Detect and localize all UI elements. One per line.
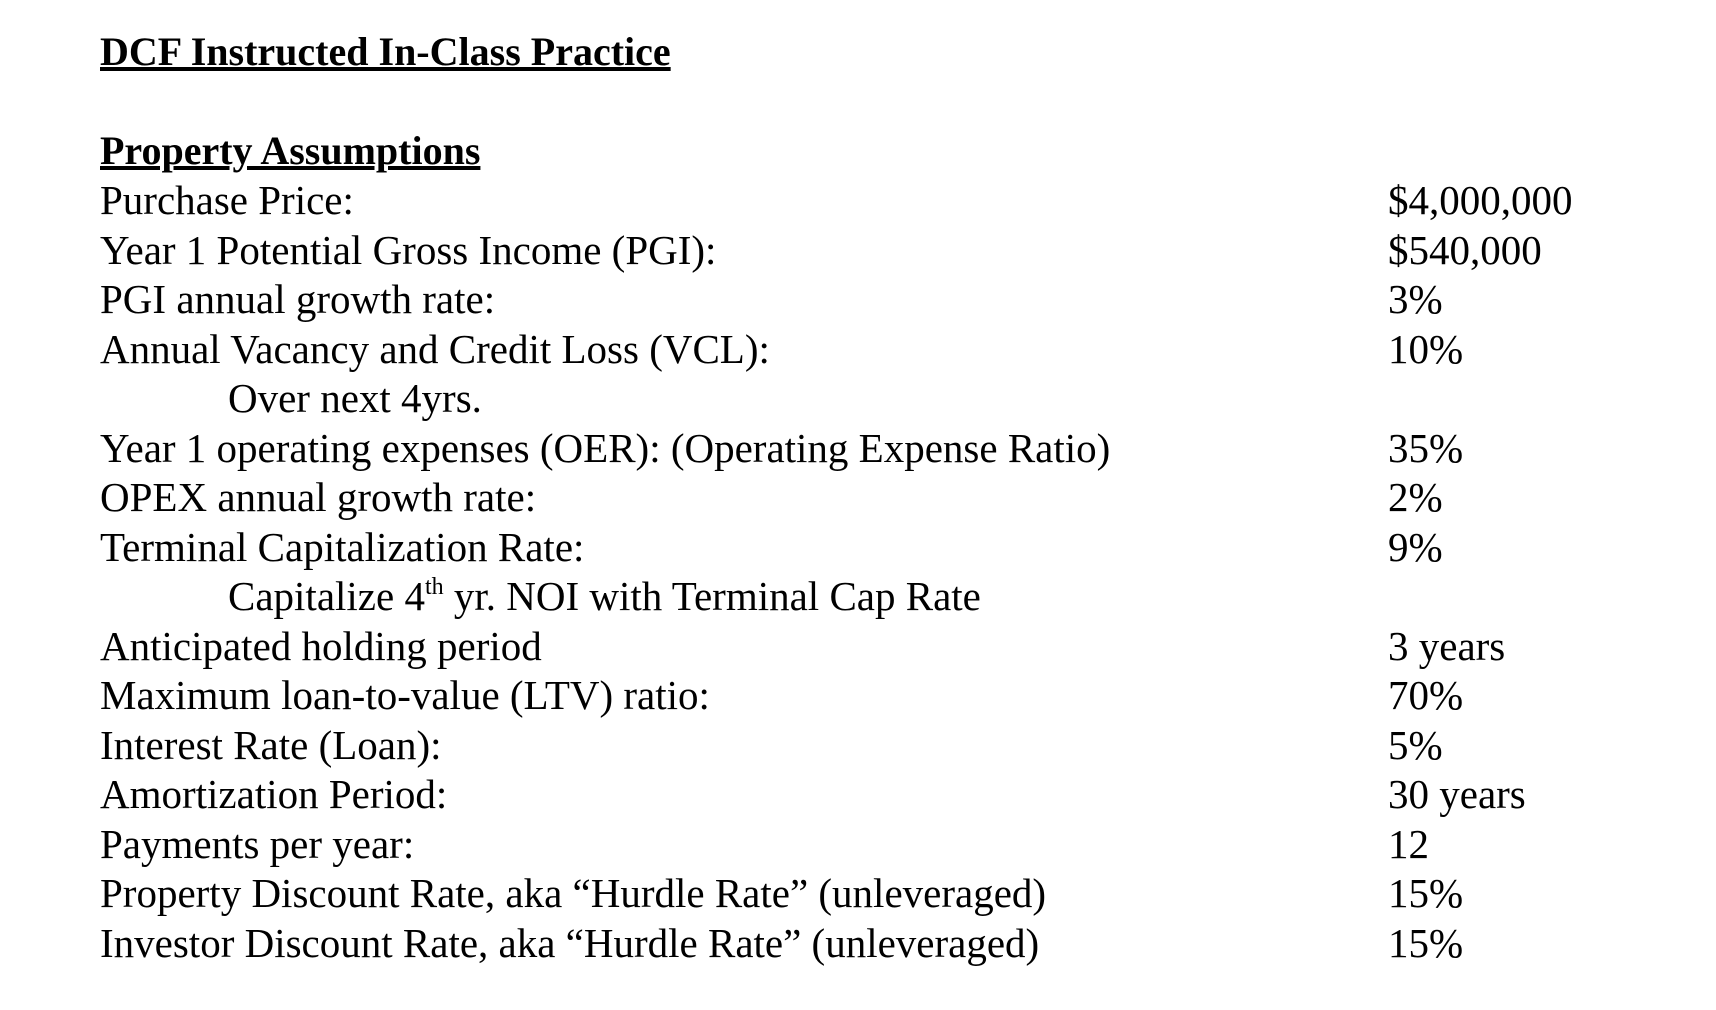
assumption-label: Investor Discount Rate, aka “Hurdle Rate” (unleveraged) — [100, 919, 1040, 966]
note-text-pre: Capitalize 4 — [228, 573, 425, 619]
assumption-row-interest-rate — [100, 721, 1660, 771]
assumption-value: 9% — [1388, 523, 1443, 570]
assumption-value: $4,000,000 — [1388, 177, 1573, 223]
assumption-row-holding-period — [100, 622, 1660, 672]
assumption-label: Interest Rate (Loan): — [100, 721, 442, 768]
assumption-row-purchase-price — [100, 176, 1660, 226]
note-superscript: th — [424, 574, 444, 600]
assumption-label: Purchase Price: — [100, 177, 354, 223]
assumption-label: Property Discount Rate, aka “Hurdle Rate” (unleveraged) — [100, 870, 1047, 916]
assumption-note — [228, 572, 981, 622]
assumption-label: Year 1 operating expenses (OER): (Operating Expense Ratio) — [100, 424, 1111, 471]
assumption-note-vcl-period — [100, 374, 1660, 424]
assumption-row-payments-per-year — [100, 820, 1660, 870]
assumption-value: 10% — [1388, 325, 1464, 372]
assumption-note-capitalize — [100, 572, 1660, 622]
assumption-label: Anticipated holding period — [100, 622, 542, 669]
assumption-label: Year 1 Potential Gross Income (PGI): — [100, 226, 717, 273]
assumption-value: 2% — [1388, 474, 1443, 520]
assumption-row-amortization — [100, 770, 1660, 820]
assumption-row-opex-growth — [100, 473, 1660, 523]
assumption-row-oer — [100, 424, 1660, 474]
document-page — [100, 28, 1660, 968]
note-text-post: yr. NOI with Terminal Cap Rate — [443, 573, 981, 619]
assumption-row-terminal-cap-rate — [100, 523, 1660, 573]
assumption-row-property-discount-rate — [100, 869, 1660, 919]
assumption-note: Over next 4yrs. — [228, 375, 482, 421]
assumption-value: 70% — [1388, 672, 1464, 718]
assumption-value: 5% — [1388, 721, 1443, 768]
assumption-value: 30 years — [1388, 771, 1526, 817]
assumption-label: Annual Vacancy and Credit Loss (VCL): — [100, 325, 770, 372]
assumption-label: Amortization Period: — [100, 771, 448, 817]
assumption-value: 3% — [1388, 276, 1443, 322]
assumption-label: Maximum loan-to-value (LTV) ratio: — [100, 672, 710, 718]
assumption-label: Payments per year: — [100, 820, 415, 867]
assumption-value: 3 years — [1388, 622, 1506, 669]
assumption-row-year1-pgi — [100, 226, 1660, 276]
assumption-label: Terminal Capitalization Rate: — [100, 523, 585, 570]
assumption-row-ltv — [100, 671, 1660, 721]
assumption-row-vcl — [100, 325, 1660, 375]
assumption-row-investor-discount-rate — [100, 919, 1660, 969]
assumption-value: 15% — [1388, 919, 1464, 966]
assumption-label: PGI annual growth rate: — [100, 276, 496, 322]
assumption-value: $540,000 — [1388, 226, 1542, 273]
assumption-value: 15% — [1388, 870, 1464, 916]
assumption-value: 35% — [1388, 424, 1464, 471]
section-title-property-assumptions: Property Assumptions — [100, 128, 481, 173]
document-title: DCF Instructed In-Class Practice — [100, 29, 671, 74]
assumption-row-pgi-growth — [100, 275, 1660, 325]
assumption-value: 12 — [1388, 820, 1429, 867]
assumption-label: OPEX annual growth rate: — [100, 474, 537, 520]
